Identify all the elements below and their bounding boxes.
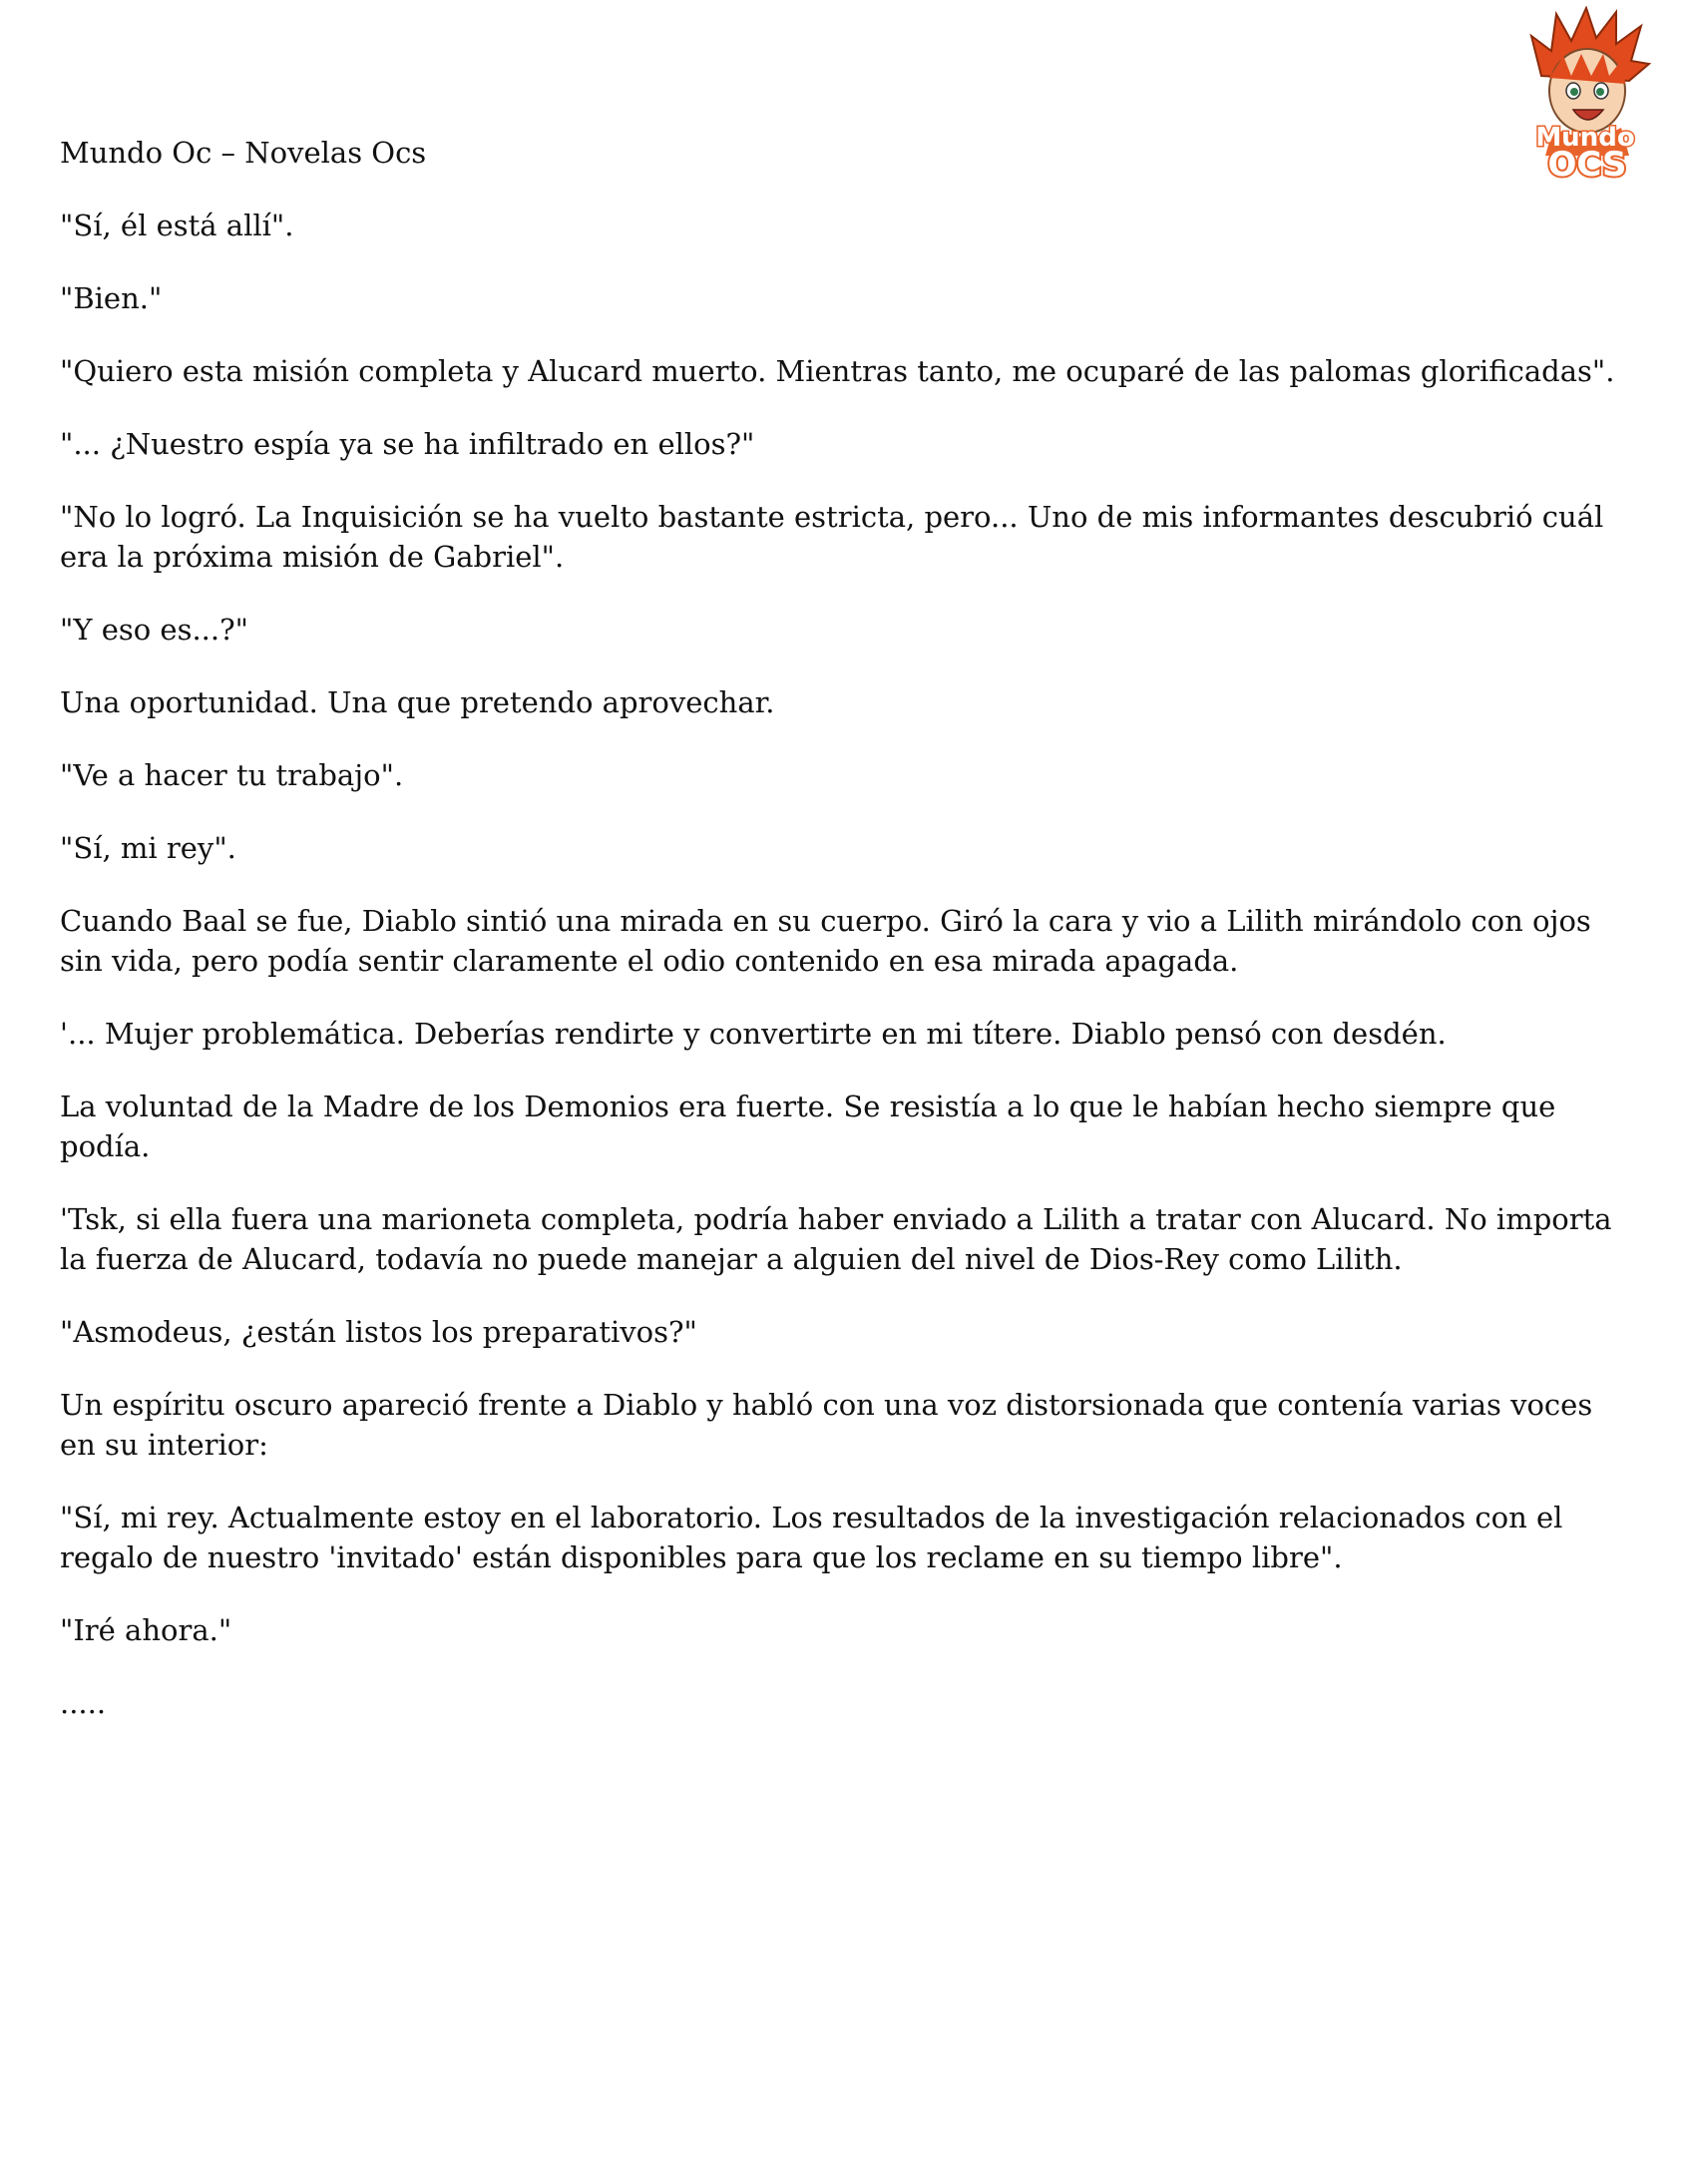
- paragraph: "Y eso es...?": [60, 613, 249, 647]
- document-header: Mundo Oc – Novelas Ocs: [60, 136, 427, 170]
- paragraph: "No lo logró. La Inquisición se ha vuelto bastante estricta, pero... Uno de mis informantes descubrió cuál era la próxima misión de Gabriel".: [60, 500, 1604, 574]
- paragraph: "Bien.": [60, 281, 163, 315]
- paragraph: Cuando Baal se fue, Diablo sintió una mirada en su cuerpo. Giró la cara y vio a Lilith mirándolo con ojos sin vida, pero podía sentir claramente el odio contenido en esa mirada apagada.: [60, 904, 1591, 978]
- paragraph: 'Tsk, si ella fuera una marioneta completa, podría haber enviado a Lilith a tratar con Alucard. No importa la fuerza de Alucard, todavía no puede manejar a alguien del nivel de Dios-Rey como Lilith.: [60, 1202, 1612, 1276]
- paragraph: "... ¿Nuestro espía ya se ha infiltrado en ellos?": [60, 427, 755, 461]
- paragraph: "Quiero esta misión completa y Alucard muerto. Mientras tanto, me ocuparé de las palomas glorificadas".: [60, 354, 1615, 388]
- paragraph: "Iré ahora.": [60, 1613, 232, 1647]
- paragraph: "Asmodeus, ¿están listos los preparativos?": [60, 1315, 697, 1349]
- paragraph: Un espíritu oscuro apareció frente a Diablo y habló con una voz distorsionada que contenía varias voces en su interior:: [60, 1388, 1593, 1462]
- paragraph: La voluntad de la Madre de los Demonios era fuerte. Se resistía a lo que le habían hecho siempre que podía.: [60, 1090, 1556, 1163]
- paragraph: "Sí, mi rey".: [60, 831, 236, 865]
- paragraph: Una oportunidad. Una que pretendo aprovechar.: [60, 685, 775, 719]
- svg-text:Mundo: Mundo: [1535, 123, 1635, 153]
- paragraph: "Sí, mi rey. Actualmente estoy en el laboratorio. Los resultados de la investigación relacionados con el regalo de nuestro 'invitado' están disponibles para que los reclame en su tiempo libre".: [60, 1501, 1563, 1574]
- paragraph: "Ve a hacer tu trabajo".: [60, 758, 404, 792]
- paragraph: .....: [60, 1686, 107, 1720]
- paragraph: '... Mujer problemática. Deberías rendirte y convertirte en mi títere. Diablo pensó con desdén.: [60, 1017, 1447, 1051]
- paragraph: "Sí, él está allí".: [60, 209, 294, 242]
- svg-text:OCS: OCS: [1547, 145, 1627, 184]
- mundo-ocs-logo-icon: [1501, 6, 1669, 184]
- document-body: [60, 206, 1616, 1756]
